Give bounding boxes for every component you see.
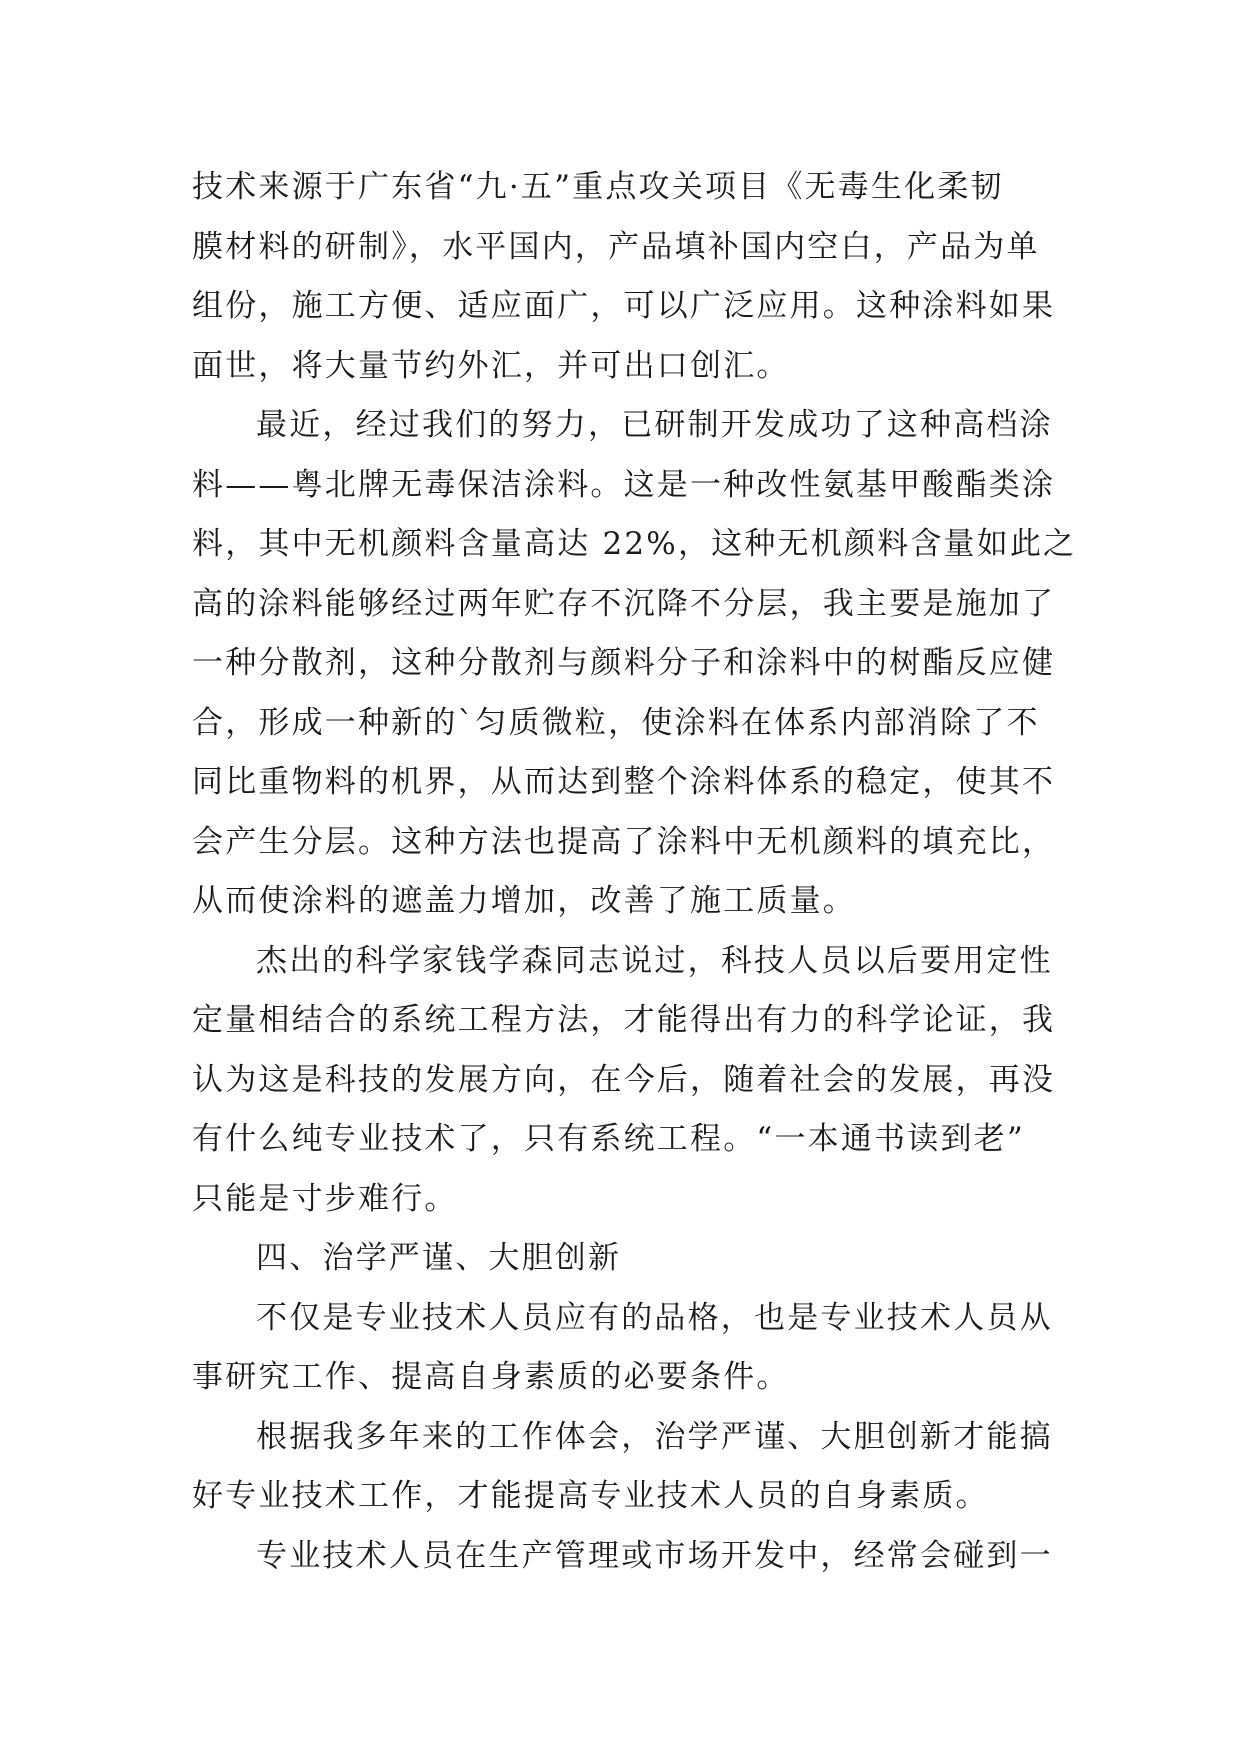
text-line: 专业技术人员在生产管理或市场开发中，经常会碰到一 bbox=[256, 1537, 1053, 1574]
text-line: 定量相结合的系统工程方法，才能得出有力的科学论证，我 bbox=[192, 1002, 1056, 1038]
text-line: 技术来源于广东省“九·五”重点攻关项目《无毒生化柔韧 bbox=[192, 169, 1004, 205]
text-line: 一种分散剂，这种分散剂与颜料分子和涂料中的树酯反应健 bbox=[192, 645, 1056, 681]
text-line: 组份，施工方便、适应面广，可以广泛应用。这种涂料如果 bbox=[192, 288, 1056, 324]
text-line: 从而使涂料的遮盖力增加，改善了施工质量。 bbox=[192, 883, 856, 919]
text-line: 认为这是科技的发展方向，在今后，随着社会的发展，再没 bbox=[192, 1061, 1056, 1098]
text-line: 杰出的科学家钱学森同志说过，科技人员以后要用定性 bbox=[256, 942, 1053, 979]
text-line: 面世，将大量节约外汇，并可出口创汇。 bbox=[192, 347, 790, 384]
text-line: 最近，经过我们的努力，已研制开发成功了这种高档涂 bbox=[256, 407, 1053, 443]
text-line: 膜材料的研制》，水平国内，产品填补国内空白，产品为单 bbox=[192, 228, 1040, 265]
text-line: 不仅是专业技术人员应有的品格，也是专业技术人员从 bbox=[256, 1299, 1053, 1336]
text-line: 料，其中无机颜料含量高达 22%，这种无机颜料含量如此之 bbox=[192, 526, 1077, 562]
document-body bbox=[192, 158, 1077, 1586]
text-line: 同比重物料的机界，从而达到整个涂料体系的稳定，使其不 bbox=[192, 764, 1056, 800]
text-line: 只能是寸步难行。 bbox=[192, 1180, 458, 1217]
text-line: 高的涂料能够经过两年贮存不沉降不分层，我主要是施加了 bbox=[192, 585, 1056, 622]
text-line: 根据我多年来的工作体会，治学严谨、大胆创新才能搞 bbox=[256, 1418, 1053, 1455]
text-line: 四、治学严谨、大胆创新 bbox=[256, 1240, 622, 1276]
text-line: 会产生分层。这种方法也提高了涂料中无机颜料的填充比， bbox=[192, 823, 1056, 860]
text-line: 合，形成一种新的`匀质微粒，使涂料在体系内部消除了不 bbox=[192, 704, 1040, 741]
text-line: 料——粤北牌无毒保洁涂料。这是一种改性氨基甲酸酯类涂 bbox=[192, 466, 1056, 503]
text-line: 好专业技术工作，才能提高专业技术人员的自身素质。 bbox=[192, 1478, 989, 1514]
text-line: 有什么纯专业技术了，只有系统工程。“一本通书读到老” bbox=[192, 1121, 1025, 1157]
text-line: 事研究工作、提高自身素质的必要条件。 bbox=[192, 1359, 790, 1395]
